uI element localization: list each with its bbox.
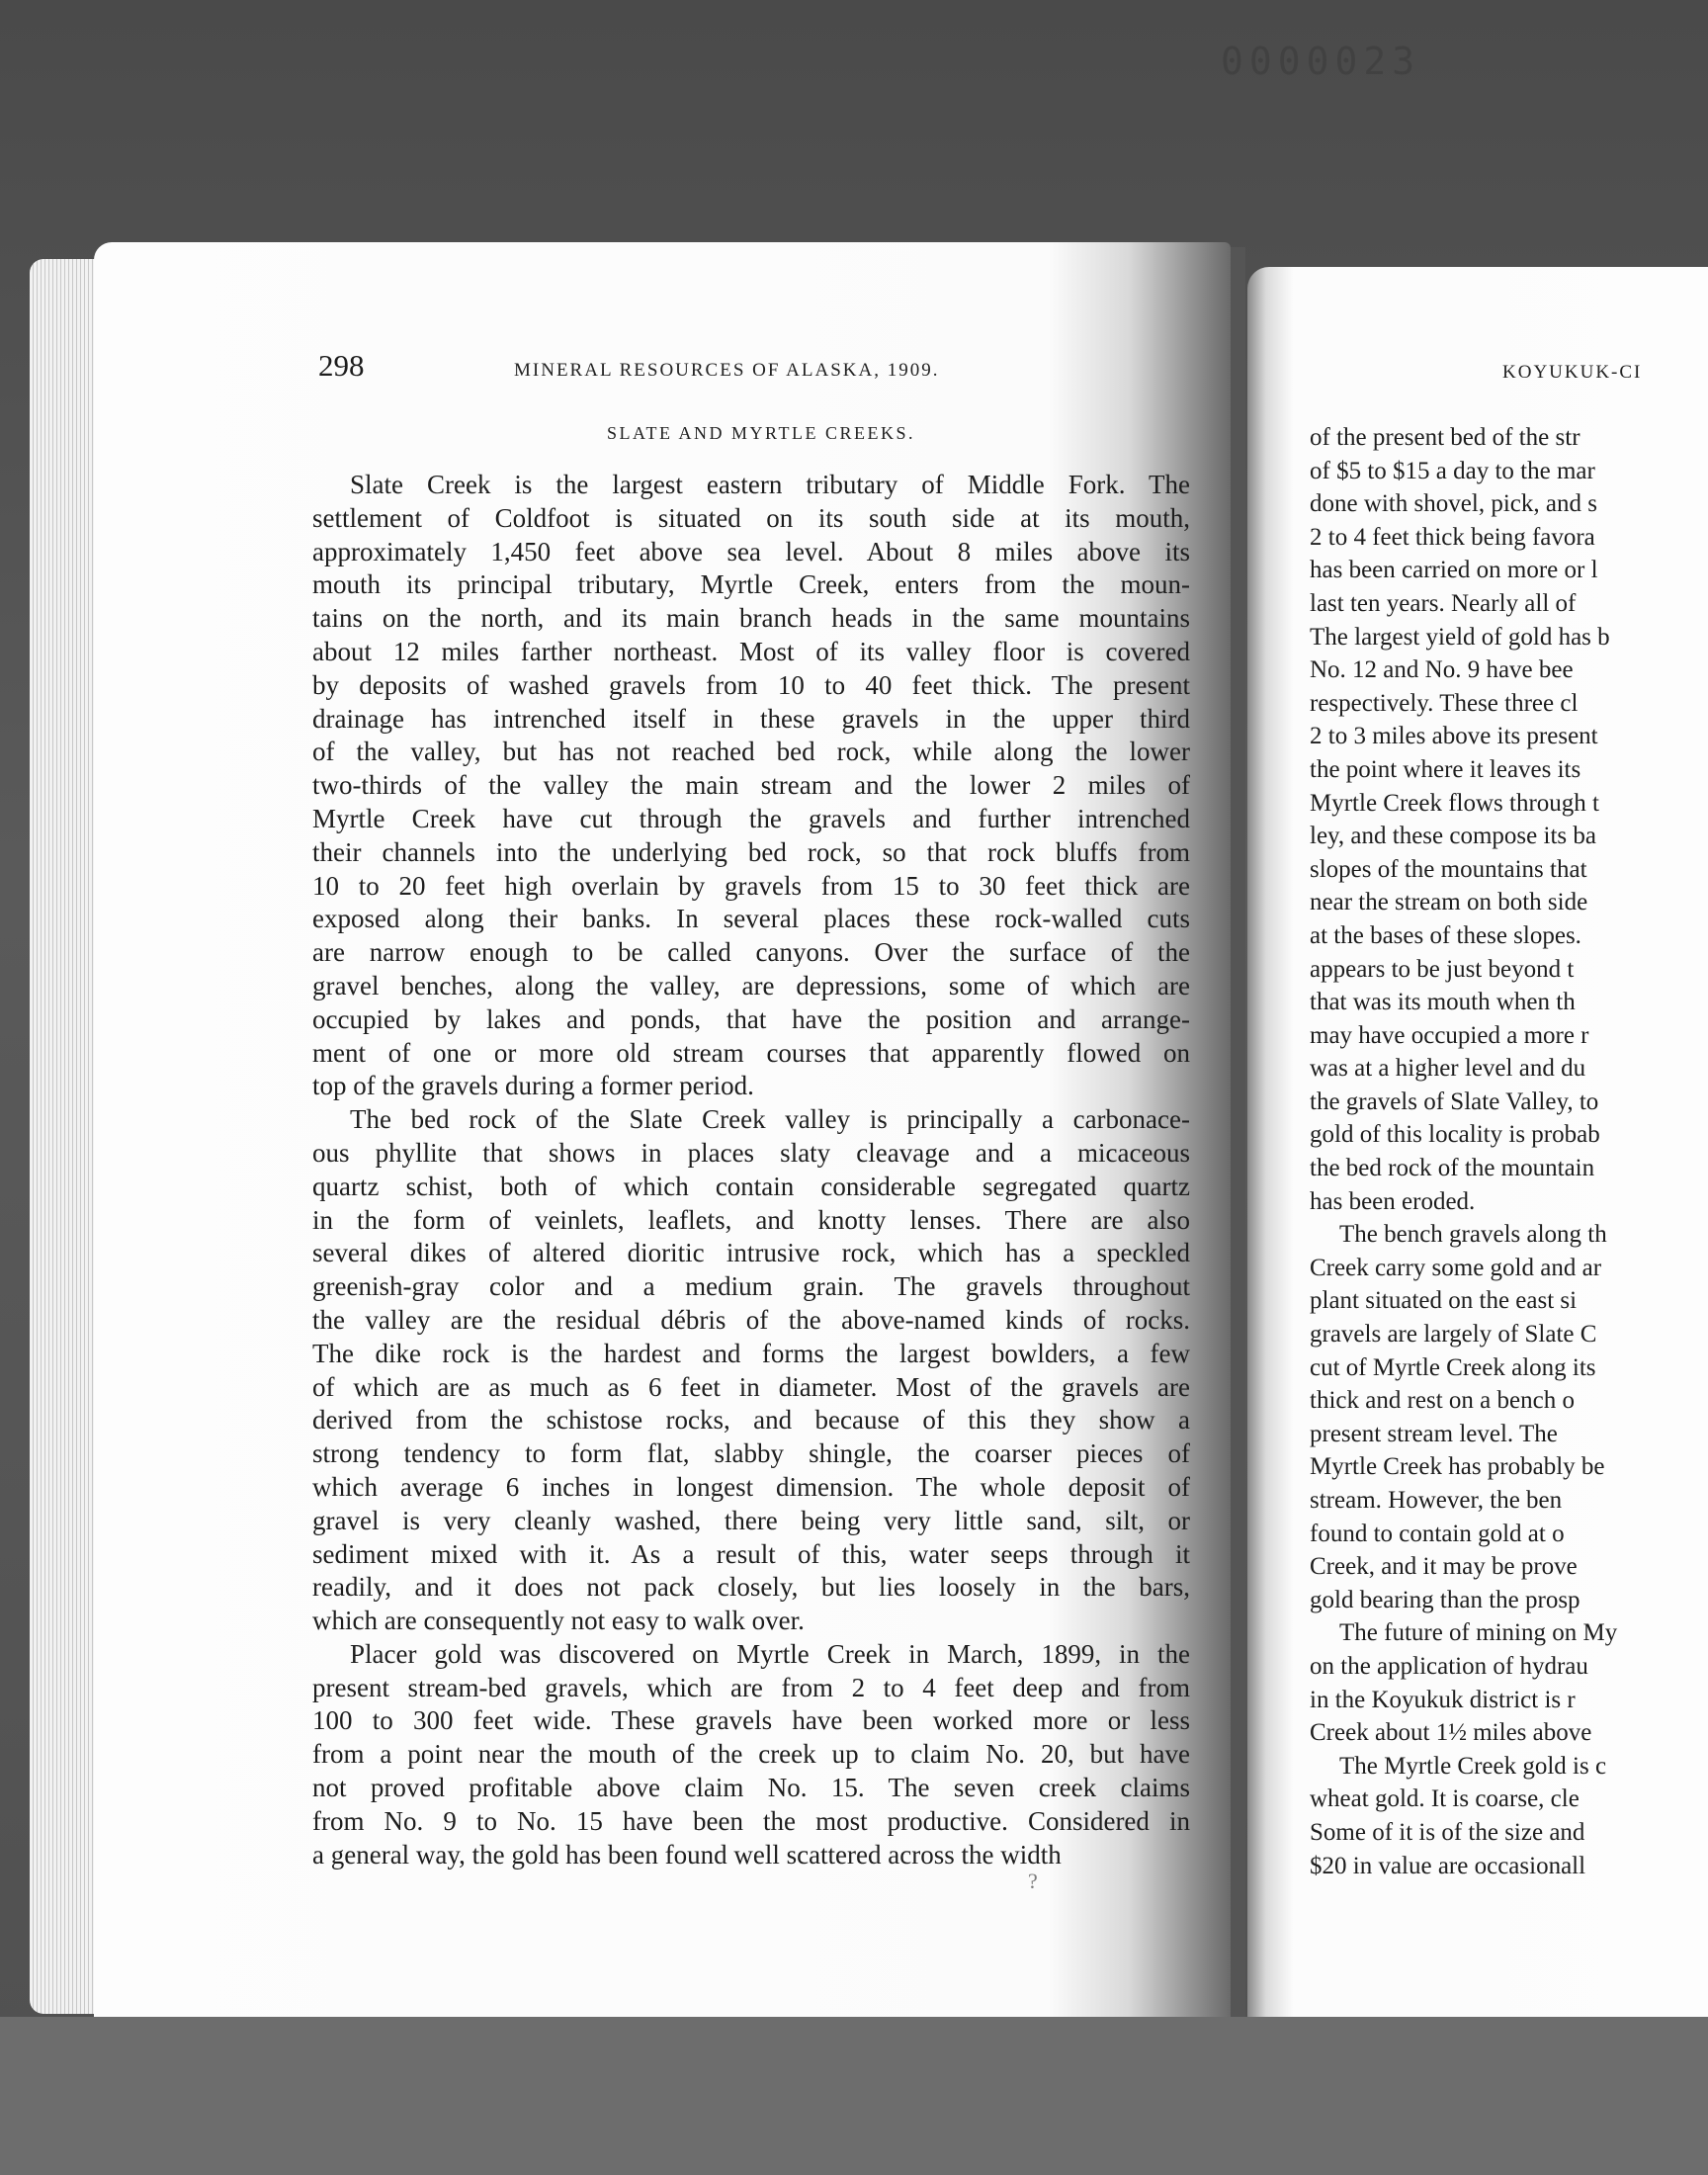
right-running-head: KOYUKUK-CI [1502, 362, 1643, 383]
text-line: at the bases of these slopes. [1310, 921, 1581, 949]
text-line: a general way, the gold has been found well scattered across the width [312, 1839, 1062, 1870]
text-line: tains on the north, and its main branch heads in the same mountains [312, 603, 1190, 634]
text-line: Slate Creek is the largest eastern tributary of Middle Fork. The [350, 470, 1190, 499]
section-title: SLATE AND MYRTLE CREEKS. [607, 423, 915, 443]
text-line: by deposits of washed gravels from 10 to 40 feet thick. The present [312, 669, 1190, 700]
text-line: strong tendency to form flat, slabby shingle, the coarser pieces of [312, 1438, 1190, 1469]
text-line: ley, and these compose its ba [1310, 823, 1596, 850]
text-line: wheat gold. It is coarse, cle [1310, 1785, 1580, 1813]
text-line: settlement of Coldfoot is situated on its south side at its mouth, [312, 502, 1190, 533]
text-line: from a point near the mouth of the creek up to claim No. 20, but have [312, 1739, 1190, 1770]
text-line: are narrow enough to be called canyons. Over the surface of the [312, 937, 1190, 968]
text-line: 10 to 20 feet high overlain by gravels from 15 to 30 feet thick are [312, 870, 1190, 901]
right-page-clip [1247, 267, 1708, 2017]
text-line: gravel is very cleanly washed, there being very little sand, silt, or [312, 1505, 1190, 1535]
text-line: cut of Myrtle Creek along its [1310, 1353, 1596, 1381]
text-line: near the stream on both side [1310, 889, 1588, 916]
running-head: MINERAL RESOURCES OF ALASKA, 1909. [514, 360, 940, 381]
text-line: 2 to 3 miles above its present [1310, 723, 1598, 750]
text-line: $20 in value are occasionall [1310, 1852, 1586, 1879]
right-page-body [1310, 421, 1708, 1882]
text-line: 2 to 4 feet thick being favora [1310, 523, 1595, 551]
text-line: stream. However, the ben [1310, 1487, 1563, 1514]
text-line: has been eroded. [1310, 1187, 1476, 1215]
text-line: occupied by lakes and ponds, that have the position and arrange- [312, 1003, 1190, 1034]
text-line: Myrtle Creek have cut through the gravels and further intrenched [312, 803, 1190, 833]
text-line: The largest yield of gold has b [1310, 623, 1610, 651]
text-line: The bed rock of the Slate Creek valley is principally a carbonace- [350, 1104, 1190, 1135]
text-line: in the Koyukuk district is r [1310, 1686, 1576, 1713]
text-line: the gravels of Slate Valley, to [1310, 1088, 1599, 1115]
text-line: from No. 9 to No. 15 have been the most productive. Considered in [312, 1805, 1190, 1836]
text-line: not proved profitable above claim No. 15. The seven creek claims [312, 1773, 1190, 1803]
left-page-body [312, 469, 1190, 1871]
text-line: may have occupied a more r [1310, 1021, 1589, 1049]
text-line: present stream level. The [1310, 1420, 1558, 1447]
text-line: in the form of veinlets, leaflets, and knotty lenses. There are also [312, 1204, 1190, 1235]
text-line: done with shovel, pick, and s [1310, 490, 1597, 518]
text-line: approximately 1,450 feet above sea level. About 8 miles above its [312, 536, 1190, 566]
text-line: Creek, and it may be prove [1310, 1553, 1578, 1581]
text-line: of the present bed of the str [1310, 424, 1580, 451]
text-line: 100 to 300 feet wide. These gravels have been worked more or less [312, 1705, 1190, 1736]
text-line: several dikes of altered dioritic intrusive rock, which has a speckled [312, 1238, 1190, 1268]
text-line: quartz schist, both of which contain considerable segregated quartz [312, 1171, 1190, 1201]
text-line: slopes of the mountains that [1310, 855, 1587, 883]
text-line: drainage has intrenched itself in these gravels in the upper third [312, 703, 1190, 734]
text-line: Myrtle Creek flows through t [1310, 789, 1600, 817]
text-line: The dike rock is the hardest and forms the largest bowlders, a few [312, 1338, 1190, 1368]
text-line: The bench gravels along th [1339, 1221, 1607, 1249]
text-line: gold of this locality is probab [1310, 1121, 1600, 1149]
text-line: Some of it is of the size and [1310, 1818, 1585, 1846]
text-line: readily, and it does not pack closely, but lies loosely in the bars, [312, 1572, 1190, 1603]
text-line: on the application of hydrau [1310, 1652, 1588, 1680]
text-line: about 12 miles farther northeast. Most of its valley floor is covered [312, 636, 1190, 666]
text-line: gold bearing than the prosp [1310, 1586, 1580, 1613]
text-line: their channels into the underlying bed rock, so that rock bluffs from [312, 836, 1190, 867]
text-line: plant situated on the east si [1310, 1287, 1578, 1315]
text-line: which are consequently not easy to walk over. [312, 1606, 805, 1636]
text-line: appears to be just beyond t [1310, 955, 1575, 983]
book-gutter [1231, 247, 1245, 2017]
scan-serial-mark: 0000023 [1221, 40, 1421, 83]
text-line: Creek carry some gold and ar [1310, 1254, 1602, 1281]
text-line: two-thirds of the valley the main stream and the lower 2 miles of [312, 770, 1190, 801]
text-line: The Myrtle Creek gold is c [1339, 1752, 1607, 1780]
text-line: gravel benches, along the valley, are depressions, some of which are [312, 970, 1190, 1000]
text-line: sediment mixed with it. As a result of this, water seeps through it [312, 1538, 1190, 1569]
text-line: has been carried on more or l [1310, 557, 1598, 584]
text-line: top of the gravels during a former period. [312, 1071, 754, 1101]
text-line: of $5 to $15 a day to the mar [1310, 457, 1595, 484]
text-line: mouth its principal tributary, Myrtle Creek, enters from the moun- [312, 569, 1190, 600]
text-line: of the valley, but has not reached bed rock, while along the lower [312, 737, 1190, 767]
text-line: the bed rock of the mountain [1310, 1155, 1595, 1182]
text-line: the valley are the residual débris of the above-named kinds of rocks. [312, 1304, 1190, 1335]
text-line: thick and rest on a bench o [1310, 1387, 1575, 1415]
text-line: ment of one or more old stream courses that apparently flowed on [312, 1037, 1190, 1068]
text-line: which average 6 inches in longest dimension. The whole deposit of [312, 1471, 1190, 1502]
text-line: of which are as much as 6 feet in diameter. Most of the gravels are [312, 1371, 1190, 1402]
page-number: 298 [318, 348, 365, 383]
text-line: ous phyllite that shows in places slaty cleavage and a micaceous [312, 1137, 1190, 1168]
text-line: last ten years. Nearly all of [1310, 589, 1577, 617]
text-line: greenish-gray color and a medium grain. The gravels throughout [312, 1271, 1190, 1302]
text-line: Myrtle Creek has probably be [1310, 1453, 1605, 1481]
text-line: respectively. These three cl [1310, 689, 1579, 717]
text-line: No. 12 and No. 9 have bee [1310, 656, 1574, 684]
text-line: Placer gold was discovered on Myrtle Creek in March, 1899, in the [350, 1638, 1190, 1669]
text-line: derived from the schistose rocks, and because of this they show a [312, 1405, 1190, 1436]
text-line: that was its mouth when th [1310, 989, 1576, 1016]
text-line: gravels are largely of Slate C [1310, 1321, 1597, 1348]
text-line: the point where it leaves its [1310, 755, 1581, 783]
scan-bottom-strip [0, 2017, 1708, 2175]
text-line: The future of mining on My [1339, 1619, 1618, 1647]
text-line: exposed along their banks. In several places these rock-walled cuts [312, 904, 1190, 934]
text-line: found to contain gold at o [1310, 1520, 1565, 1547]
text-line: was at a higher level and du [1310, 1055, 1586, 1083]
text-line: Creek about 1½ miles above [1310, 1719, 1592, 1747]
text-line: present stream-bed gravels, which are from 2 to 4 feet deep and from [312, 1672, 1190, 1702]
pencil-mark: ? [1028, 1869, 1038, 1893]
